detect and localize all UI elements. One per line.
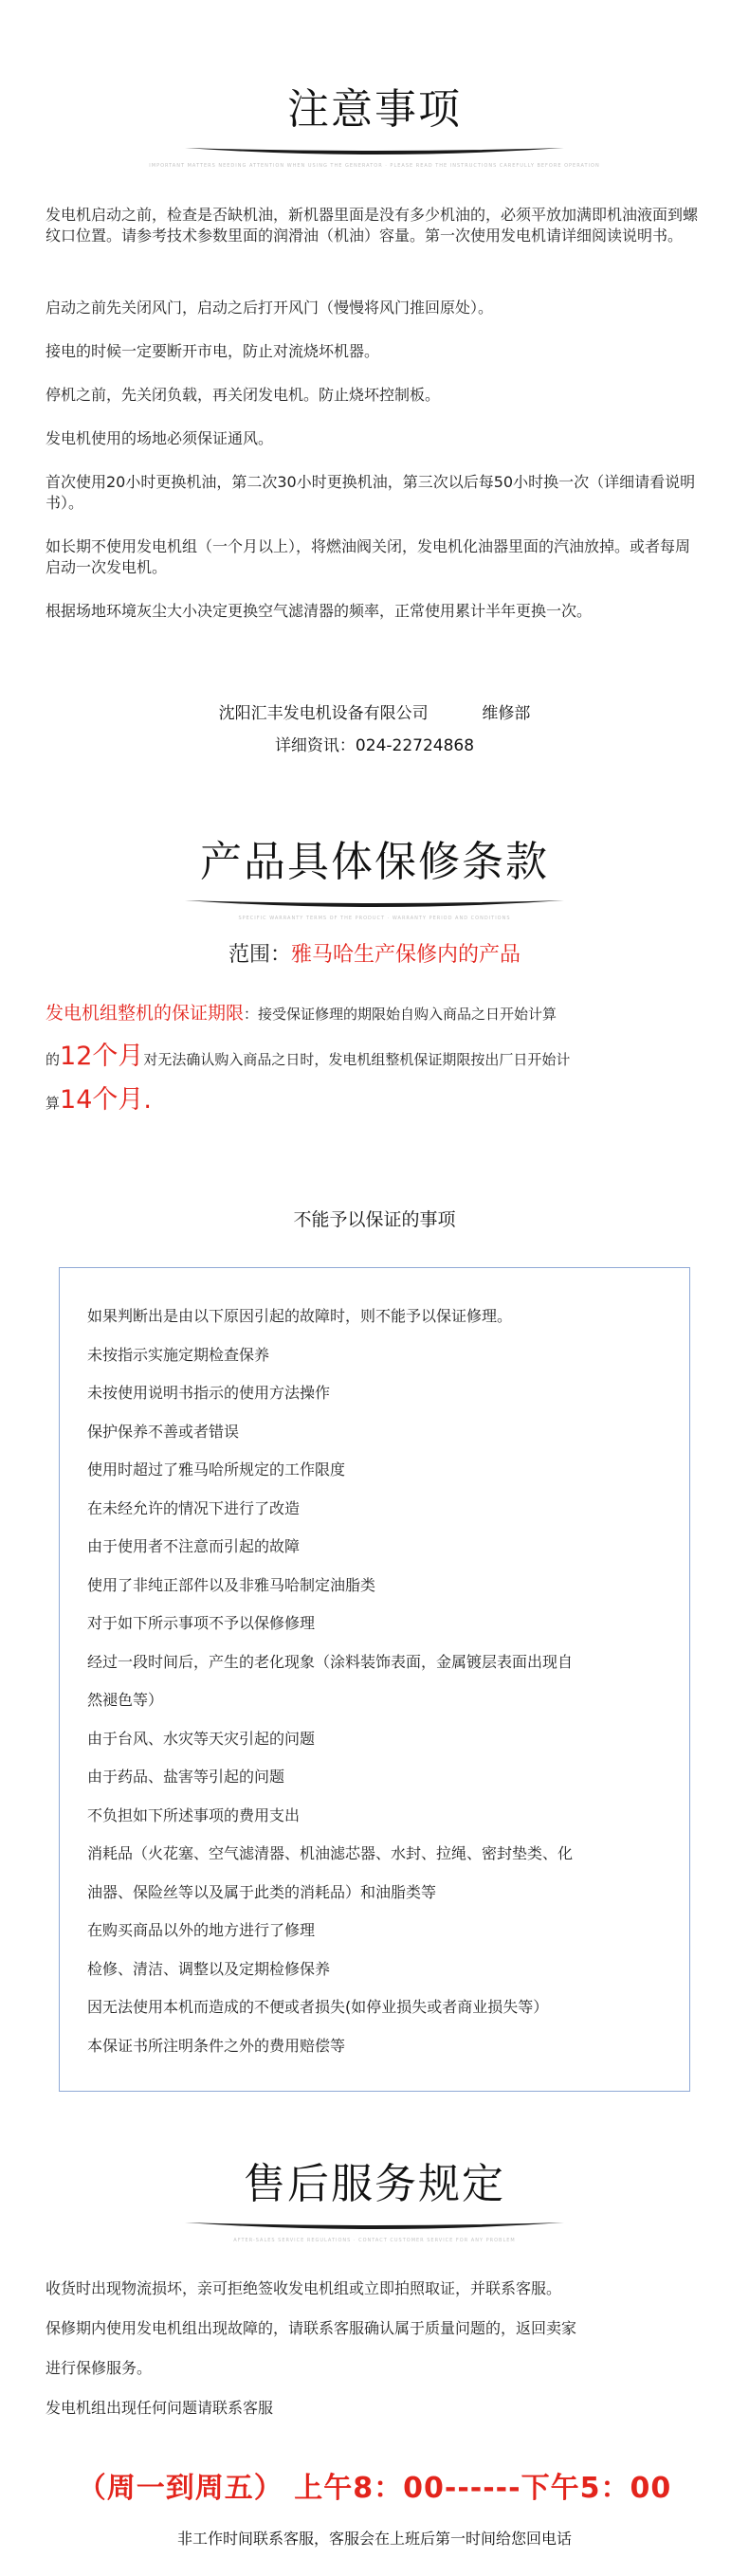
- period-label: 发电机组整机的保证期限: [46, 1003, 245, 1024]
- service-subtitle: AFTER-SALES SERVICE REGULATIONS · CONTACT CUSTOMER SERVICE FOR ANY PROBLEM: [233, 2238, 516, 2243]
- exclusion-item: 未按指示实施定期检查保养: [87, 1345, 270, 1364]
- service-line: 进行保修服务。: [46, 2359, 153, 2377]
- scope-label: 范围：: [228, 943, 291, 967]
- notice-paragraph: 停机之前，先关闭负载，再关闭发电机。防止烧坏控制板。: [46, 386, 441, 404]
- notice-subtitle: IMPORTANT MATTERS NEEDING ATTENTION WHEN USING THE GENERATOR · PLEASE READ THE INSTRUCTIONS CAREFULLY BEFORE OPERATION: [149, 163, 600, 169]
- company-name: 沈阳汇丰发电机设备有限公司: [218, 704, 429, 723]
- period-text-1: ：接受保证修理的期限始自购入商品之日开始计算: [244, 1006, 557, 1023]
- warranty-title: 产品具体保修条款: [200, 838, 549, 886]
- notice-paragraph: 发电机启动之前，检查是否缺机油，新机器里面是没有多少机油的，必须平放加满即机油液面到螺纹口位置。请参考技术参数里面的润滑油（机油）容量。第一次使用发电机请详细阅读说明书。: [46, 206, 699, 245]
- exclusion-item: 使用时超过了雅马哈所规定的工作限度: [87, 1460, 346, 1478]
- service-title: 售后服务规定: [244, 2160, 505, 2208]
- title-underline-swoosh: [185, 2215, 564, 2234]
- exclusion-item: 未按使用说明书指示的使用方法操作: [87, 1384, 331, 1402]
- exclusions-title: 不能予以保证的事项: [293, 1209, 456, 1230]
- exclusion-item: 经过一段时间后，产生的老化现象（涂料装饰表面，金属镀层表面出现自: [87, 1652, 574, 1671]
- service-line: 发电机组出现任何问题请联系客服: [46, 2399, 274, 2417]
- exclusion-item: 本保证书所注明条件之外的费用赔偿等: [87, 2036, 346, 2055]
- exclusion-item: 然褪色等）: [87, 1691, 164, 1709]
- period-line-3: [46, 1086, 709, 1117]
- service-line: 保修期内使用发电机组出现故障的，请联系客服确认属于质量问题的，返回卖家: [46, 2319, 577, 2337]
- period-months-12: 12个月: [60, 1042, 144, 1071]
- exclusion-item: 不负担如下所述事项的费用支出: [87, 1805, 301, 1824]
- service-line: 收货时出现物流损坏，亲可拒绝签收发电机组或立即拍照取证，并联系客服。: [46, 2279, 562, 2297]
- service-hours: （周一到周五） 上午8：00------下午5：00: [77, 2472, 672, 2505]
- exclusion-item: 保护保养不善或者错误: [87, 1422, 240, 1441]
- period-text-2: 对无法确认购入商品之日时，发电机组整机保证期限按出厂日开始计: [143, 1051, 571, 1068]
- notice-paragraph: 首次使用20小时更换机油，第二次30小时更换机油，第三次以后每50小时换一次（详细请看说明书）。: [46, 473, 696, 512]
- exclusion-item: 在购买商品以外的地方进行了修理: [87, 1921, 316, 1939]
- notice-paragraph: 启动之前先关闭风门，启动之后打开风门（慢慢将风门推回原处）。: [46, 299, 494, 317]
- period-prefix-3: 算: [46, 1095, 61, 1112]
- department-name: 维修部: [482, 704, 531, 723]
- exclusion-item: 在未经允许的情况下进行了改造: [87, 1498, 301, 1517]
- exclusion-item: 因无法使用本机而造成的不便或者损失(如停业损失或者商业损失等）: [87, 1998, 549, 2016]
- warranty-subtitle: SPECIFIC WARRANTY TERMS OF THE PRODUCT · WARRANTY PERIOD AND CONDITIONS: [238, 916, 511, 921]
- title-underline-swoosh: [185, 140, 564, 159]
- period-months-14: 14个月: [60, 1085, 144, 1115]
- exclusion-item: 如果判断出是由以下原因引起的故障时，则不能予以保证修理。: [87, 1307, 513, 1325]
- period-suffix: .: [143, 1085, 152, 1115]
- scope-value: 雅马哈生产保修内的产品: [291, 943, 521, 967]
- period-line-1: [46, 1003, 709, 1025]
- period-line-2: [46, 1043, 728, 1074]
- exclusion-item: 消耗品（火花塞、空气滤清器、机油滤芯器、水封、拉绳、密封垫类、化: [87, 1844, 574, 1862]
- company-line: [0, 699, 749, 723]
- exclusion-item: 由于使用者不注意而引起的故障: [87, 1537, 301, 1555]
- exclusion-item: 由于药品、盐害等引起的问题: [87, 1768, 285, 1786]
- scope-line: [0, 938, 749, 968]
- exclusion-item: 由于台风、水灾等天灾引起的问题: [87, 1729, 316, 1748]
- notice-paragraph: 发电机使用的场地必须保证通风。: [46, 429, 274, 447]
- notice-paragraph: 根据场地环境灰尘大小决定更换空气滤清器的频率，正常使用累计半年更换一次。: [46, 602, 593, 620]
- period-prefix-2: 的: [46, 1051, 61, 1068]
- notice-title: 注意事项: [287, 85, 462, 134]
- notice-paragraph: 如长期不使用发电机组（一个月以上），将燃油阀关闭，发电机化油器里面的汽油放掉。或者每周启动一次发电机。: [46, 537, 691, 576]
- notice-paragraph: 接电的时候一定要断开市电，防止对流烧坏机器。: [46, 342, 380, 360]
- title-underline-swoosh: [185, 893, 564, 912]
- offhours-note: 非工作时间联系客服，客服会在上班后第一时间给您回电话: [176, 2530, 572, 2548]
- exclusion-item: 使用了非纯正部件以及非雅马哈制定油脂类: [87, 1575, 376, 1594]
- exclusion-item: 检修、清洁、调整以及定期检修保养: [87, 1959, 331, 1978]
- exclusion-item: 油器、保险丝等以及属于此类的消耗品）和油脂类等: [87, 1882, 437, 1901]
- exclusion-item: 对于如下所示事项不予以保修修理: [87, 1614, 316, 1632]
- contact-line: 详细资讯：024-22724868: [274, 736, 475, 755]
